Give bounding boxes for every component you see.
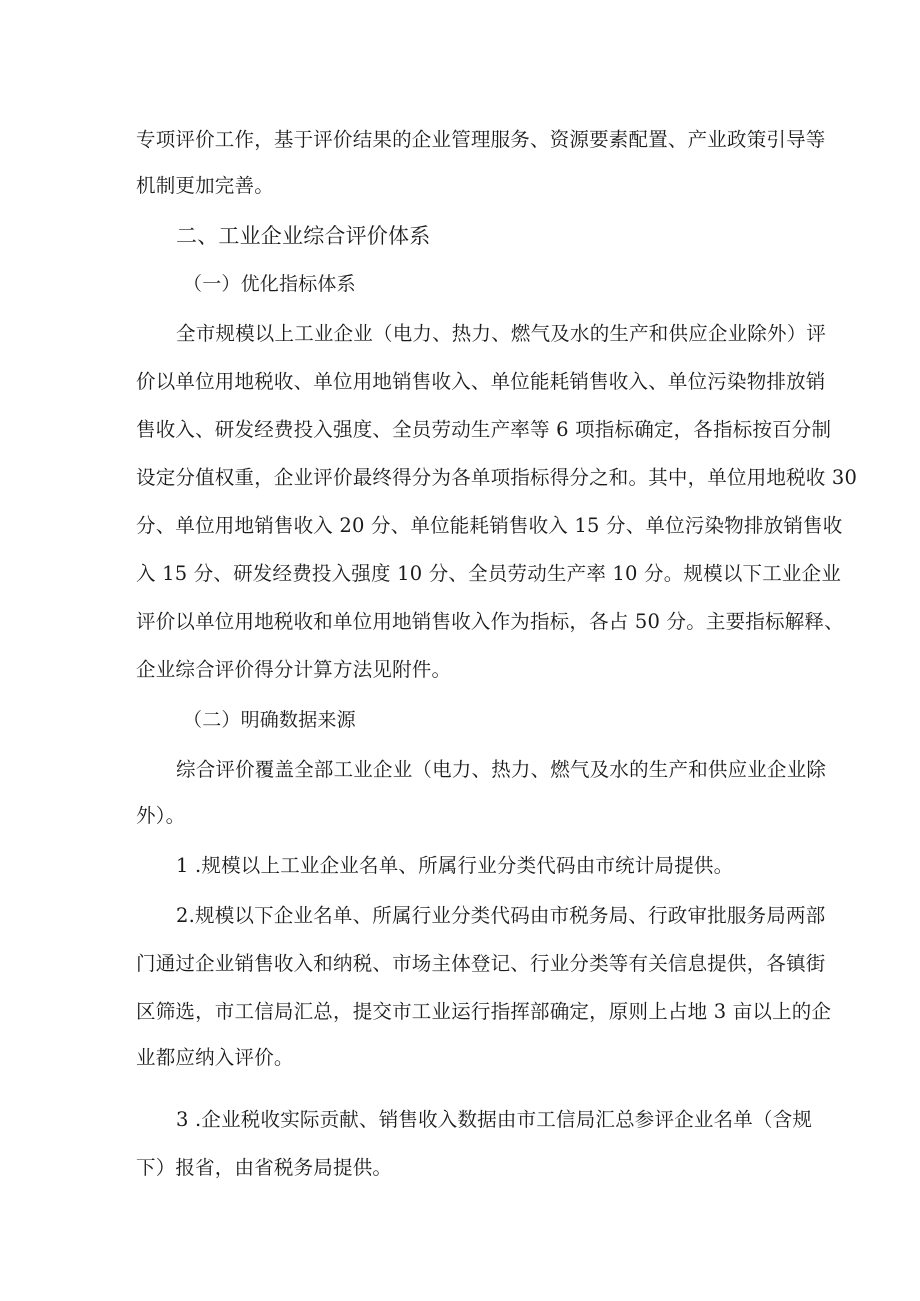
indicator-line-5: 分、单位用地销售收入 20 分、单位能耗销售收入 15 分、单位污染物排放销售收 xyxy=(136,514,843,537)
list-item-2-line-1: 2.规模以下企业名单、所属行业分类代码由市税务局、行政审批服务局两部 xyxy=(176,904,826,927)
coverage-line-1: 综合评价覆盖全部工业企业（电力、热力、燃气及水的生产和供应业企业除 xyxy=(176,758,827,781)
list-item-1: 1 .规模以上工业企业名单、所属行业分类代码由市统计局提供。 xyxy=(176,854,734,877)
indicator-line-2: 价以单位用地税收、单位用地销售收入、单位能耗销售收入、单位污染物排放销 xyxy=(136,370,826,393)
indicator-line-7: 评价以单位用地税收和单位用地销售收入作为指标，各占 50 分。主要指标解释、 xyxy=(136,610,844,633)
intro-tail-line-1: 专项评价工作，基于评价结果的企业管理服务、资源要素配置、产业政策引导等 xyxy=(136,128,826,151)
list-item-2-line-2: 门通过企业销售收入和纳税、市场主体登记、行业分类等有关信息提供，各镇街 xyxy=(136,952,826,975)
list-item-3-line-1: 3 .企业税收实际贡献、销售收入数据由市工信局汇总参评企业名单（含规 xyxy=(176,1108,813,1131)
indicator-line-8: 企业综合评价得分计算方法见附件。 xyxy=(136,658,452,681)
subsection-heading-indicators: （一）优化指标体系 xyxy=(183,273,356,295)
coverage-line-2: 外）。 xyxy=(136,804,186,827)
indicator-line-1: 全市规模以上工业企业（电力、热力、燃气及水的生产和供应企业除外）评 xyxy=(176,322,827,345)
indicator-line-4: 设定分值权重，企业评价最终得分为各单项指标得分之和。其中，单位用地税收 30 xyxy=(136,466,858,489)
intro-tail-line-2: 机制更加完善。 xyxy=(136,174,274,197)
indicator-line-3: 售收入、研发经费投入强度、全员劳动生产率等 6 项指标确定，各指标按百分制 xyxy=(136,418,832,441)
indicator-line-6: 入 15 分、研发经费投入强度 10 分、全员劳动生产率 10 分。规模以下工业企业 xyxy=(136,562,842,585)
list-item-2-line-3: 区筛选，市工信局汇总，提交市工业运行指挥部确定，原则上占地 3 亩以上的企 xyxy=(136,1000,832,1023)
list-item-3-line-2: 下）报省，由省税务局提供。 xyxy=(136,1156,393,1179)
list-item-2-line-4: 业都应纳入评价。 xyxy=(136,1046,294,1069)
subsection-heading-data-sources: （二）明确数据来源 xyxy=(183,709,356,731)
section-heading: 二、工业企业综合评价体系 xyxy=(176,224,431,248)
